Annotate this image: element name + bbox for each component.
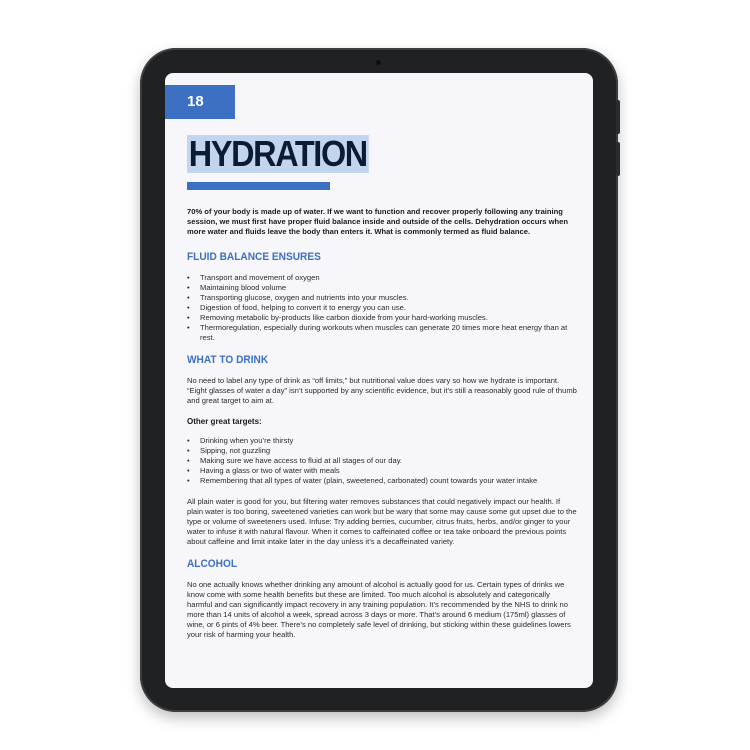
list-item: • Maintaining blood volume (187, 283, 577, 293)
volume-button (616, 142, 620, 176)
tablet-screen (165, 73, 593, 688)
targets-list (187, 436, 577, 486)
title-underline (187, 182, 330, 190)
what-to-drink-paragraph: No need to label any type of drink as “off limits,” but nutritional value does vary so how we hydrate is important. “Eight glasses of water a day” isn’t supported by any scientific evidence, but it’s still a reasonably good rule of thumb and great target to aim at. (187, 376, 577, 405)
list-item: • Transport and movement of oxygen (187, 273, 577, 283)
intro-paragraph: 70% of your body is made up of water. If we want to function and recover properly following any training session, we must first have proper fluid balance inside and outside of the cells. Dehydration occurs when more water and fluids leave the body than enters it. What is commonly termed as fluid balance. (187, 207, 569, 236)
list-item: • Removing metabolic by-products like carbon dioxide from your hard-working muscles. (187, 313, 577, 323)
volume-button (616, 100, 620, 134)
fluid-balance-list (187, 273, 577, 343)
section-heading-alcohol: ALCOHOL (187, 558, 238, 570)
section-heading-what-to-drink: WHAT TO DRINK (187, 354, 269, 366)
list-item: • Transporting glucose, oxygen and nutrients into your muscles. (187, 293, 577, 303)
list-item: • Thermoregulation, especially during workouts when muscles can generate 20 times more heat energy than at rest. (187, 323, 577, 343)
list-item: • Sipping, not guzzling (187, 446, 577, 456)
page-content (187, 207, 577, 651)
list-item: • Digestion of food, helping to convert it to energy you can use. (187, 303, 577, 313)
section-heading-fluid-balance: FLUID BALANCE ENSURES (187, 251, 321, 263)
plain-water-paragraph: All plain water is good for you, but filtering water removes substances that could negatively impact our health. If plain water is too boring, sweetened varieties can work but be wary that some may cause some gut upset due to the type or volume of sweeteners used. Infuse: Try adding berries, cucumber, citrus fruits, herbs, and/or ginger to your water to infuse it with natural flavour. When it comes to caffeinated coffee or tea take onboard the previous points about caffeine and limit intake later in the day unless it’s a decaffeinated variety. (187, 497, 577, 546)
list-item: • Remembering that all types of water (plain, sweetened, carbonated) count towards your water intake (187, 476, 577, 486)
camera-icon (376, 60, 381, 65)
other-targets-heading: Other great targets: (187, 417, 262, 426)
page-title: HYDRATION (188, 133, 367, 174)
alcohol-paragraph: No one actually knows whether drinking any amount of alcohol is actually good for us. Certain types of drinks we know come with some health benefits but these are limited. Too much alcohol is absolutely and categorically harmful and can significantly impact recovery in any training population. It’s recommended by the NHS to drink no more than 14 units of alcohol a week, spread across 3 days or more. That’s around 6 medium (175ml) glasses of wine, or 6 pints of 4% beer. There’s no completely safe level of drinking, but sticking within these guidelines lowers your risk of harming your health. (187, 580, 571, 639)
list-item: • Drinking when you’re thirsty (187, 436, 577, 446)
page-number: 18 (165, 85, 235, 119)
list-item: • Making sure we have access to fluid at all stages of our day. (187, 456, 577, 466)
list-item: • Having a glass or two of water with meals (187, 466, 577, 476)
